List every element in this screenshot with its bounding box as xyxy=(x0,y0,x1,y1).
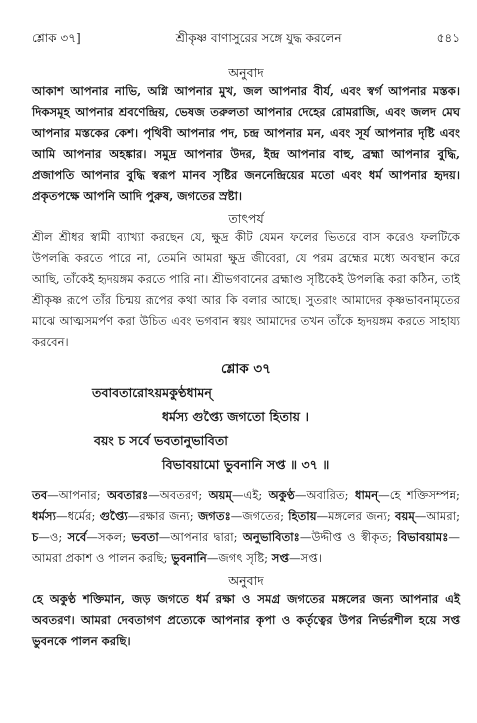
synonym-term: বিভাবয়ামঃ xyxy=(397,530,449,544)
sanskrit-verse xyxy=(32,357,460,477)
final-translation-heading: অনুবাদ xyxy=(228,573,264,588)
verse-line: তবাবতারোঽয়মকুণ্ঠধামন্ xyxy=(92,385,212,400)
synonym-meaning: রক্ষার জন্য; xyxy=(139,509,198,523)
synonym-meaning: আপনার দ্বারা; xyxy=(170,530,243,544)
purport-paragraph: শ্রীল শ্রীধর স্বামী ব্যাখ্যা করছেন যে, ক্ষুদ্র কীট যেমন ফলের ভিতরে বাস করেও ফলটিকে উপলব্ধি করতে পারে না, তেমনি আমরা ক্ষুদ্র জীবেরা, যে পরম ব্রহ্মের মধ্যে অবস্থান করে আছি, তাঁকেই হৃদয়ঙ্গম করতে পারি না। শ্রীভগবানের ব্রহ্মাণ্ড সৃষ্টিকেই উপলব্ধি করা কঠিন, তাই শ্রীকৃষ্ণ রূপে তাঁর চিন্ময় রূপের কথা আর কি বলার আছে। সুতরাং আমাদের কৃষ্ণভাবনামৃতের মাঝে আত্মসমর্পণ করা উচিত এবং ভগবান স্বয়ং আমাদের তখন তাঁকে হৃদয়ঙ্গম করতে সাহায্য করবেন। xyxy=(32,230,460,349)
synonym-separator: — xyxy=(299,530,312,544)
synonym-separator: — xyxy=(378,488,390,502)
synonym-term: অয়ম্ xyxy=(208,488,232,502)
synonym-meaning: ধর্মের; xyxy=(67,509,100,523)
synonym-separator: — xyxy=(127,509,140,523)
synonym-separator: — xyxy=(148,488,160,502)
synonym-meaning: এই; xyxy=(243,488,269,502)
synonym-term: অনুভাবিতাঃ xyxy=(242,530,300,544)
synonym-meaning: আমরা প্রকাশ ও পালন করছি; xyxy=(32,551,172,565)
running-header xyxy=(32,30,460,46)
synonym-term: ধর্মস্য xyxy=(32,509,56,523)
synonym-meaning: আমরা; xyxy=(426,509,460,523)
synonym-separator: — xyxy=(47,488,59,502)
synonym-meaning: জগৎ সৃষ্টি; xyxy=(218,551,272,565)
purport-heading: তাৎপর্য xyxy=(228,211,264,226)
page-number: ৫৪১ xyxy=(436,31,460,45)
synonym-term: সর্বে xyxy=(67,530,87,544)
header-chapter-title: শ্রীকৃষ্ণ বাণাসুরের সঙ্গে যুদ্ধ করলেন xyxy=(175,31,342,45)
synonym-term: হিতায় xyxy=(288,509,317,523)
synonym-separator: — xyxy=(158,530,171,544)
synonym-meaning: ও; xyxy=(49,530,68,544)
synonym-separator: — xyxy=(230,509,243,523)
synonym-meaning: সকল; xyxy=(97,530,132,544)
synonym-separator: — xyxy=(86,530,98,544)
synonym-term: ধামন্ xyxy=(354,488,379,502)
synonym-term: গুপ্ত্যৈ xyxy=(99,509,128,523)
synonym-separator: — xyxy=(206,551,219,565)
synonym-term: ভবতা xyxy=(131,530,159,544)
verse-line: বয়ং চ সর্বে ভবতানুভাবিতা xyxy=(94,433,228,448)
synonym-term: অবতারঃ xyxy=(107,488,149,502)
synonym-separator: — xyxy=(448,530,461,544)
synonym-meaning: আপনার; xyxy=(58,488,108,502)
synonym-meaning: উদ্দীপ্ত ও স্বীকৃত; xyxy=(311,530,398,544)
synonym-separator: — xyxy=(288,551,301,565)
synonym-separator: — xyxy=(38,530,50,544)
synonym-meaning: হে শক্তিসম্পন্ন; xyxy=(389,488,460,502)
synonym-separator: — xyxy=(231,488,244,502)
synonym-term: বয়ম্ xyxy=(395,509,415,523)
translation-heading: অনুবাদ xyxy=(228,65,264,80)
synonym-term: ভুবনানি xyxy=(171,551,207,565)
synonym-separator: — xyxy=(316,509,329,523)
final-translation-paragraph: হে অকুণ্ঠ শক্তিমান, জড় জগতে ধর্ম রক্ষা ও সমগ্র জগতের মঙ্গলের জন্য আপনার এই অবতরণ। আমরা দেবতাগণ প্রত্যেকে আপনার কৃপা ও কর্তৃত্বের উপর নির্ভরশীল হয়ে সপ্ত ভুবনকে পালন করছি। xyxy=(32,592,460,648)
synonym-term: তব xyxy=(32,488,48,502)
synonym-separator: — xyxy=(414,509,427,523)
book-page xyxy=(32,30,460,652)
header-verse-ref: শ্লোক ৩৭] xyxy=(32,31,81,45)
synonym-term: অকুণ্ঠ xyxy=(268,488,295,502)
synonym-meaning: মঙ্গলের জন্য; xyxy=(328,509,396,523)
word-meanings xyxy=(32,485,460,569)
synonym-separator: — xyxy=(294,488,307,502)
synonym-meaning: অবতরণ; xyxy=(159,488,209,502)
synonym-term: জগতঃ xyxy=(197,509,231,523)
synonym-separator: — xyxy=(55,509,68,523)
synonym-meaning: অবারিত; xyxy=(306,488,355,502)
synonym-meaning: জগতের; xyxy=(242,509,289,523)
synonym-meaning: সপ্ত। xyxy=(300,551,322,565)
verse-line: ধর্মস্য গুপ্ত্যৈ জগতো হিতায় । xyxy=(162,409,309,424)
synonym-term: চ xyxy=(32,530,39,544)
synonym-term: সপ্ত xyxy=(271,551,289,565)
verse-title: শ্লোক ৩৭ xyxy=(221,361,271,377)
verse-line: বিভাবয়ামো ভুবনানি সপ্ত ॥ ৩৭ ॥ xyxy=(162,457,330,472)
translation-paragraph: আকাশ আপনার নাভি, অগ্নি আপনার মুখ, জল আপনার বীর্য, এবং স্বর্গ আপনার মস্তক। দিকসমূহ আপনার শ্রবণেন্দ্রিয়, ভেষজ তরুলতা আপনার দেহের রোমরাজি, এবং জলদ মেঘ আপনার মস্তকের কেশ। পৃথিবী আপনার পদ, চন্দ্র আপনার মন, এবং সূর্য আপনার দৃষ্টি এবং আমি আপনার অহঙ্কার। সমুদ্র আপনার উদর, ইন্দ্র আপনার বাহু, ব্রহ্মা আপনার বুদ্ধি, প্রজাপতি আপনার বুদ্ধি স্বরূপ মানব সৃষ্টির জননেন্দ্রিয়ের মতো এবং ধর্ম আপনার হৃদয়। প্রকৃতপক্ষে আপনি আদি পুরুষ, জগতের স্রষ্টা। xyxy=(32,84,460,203)
